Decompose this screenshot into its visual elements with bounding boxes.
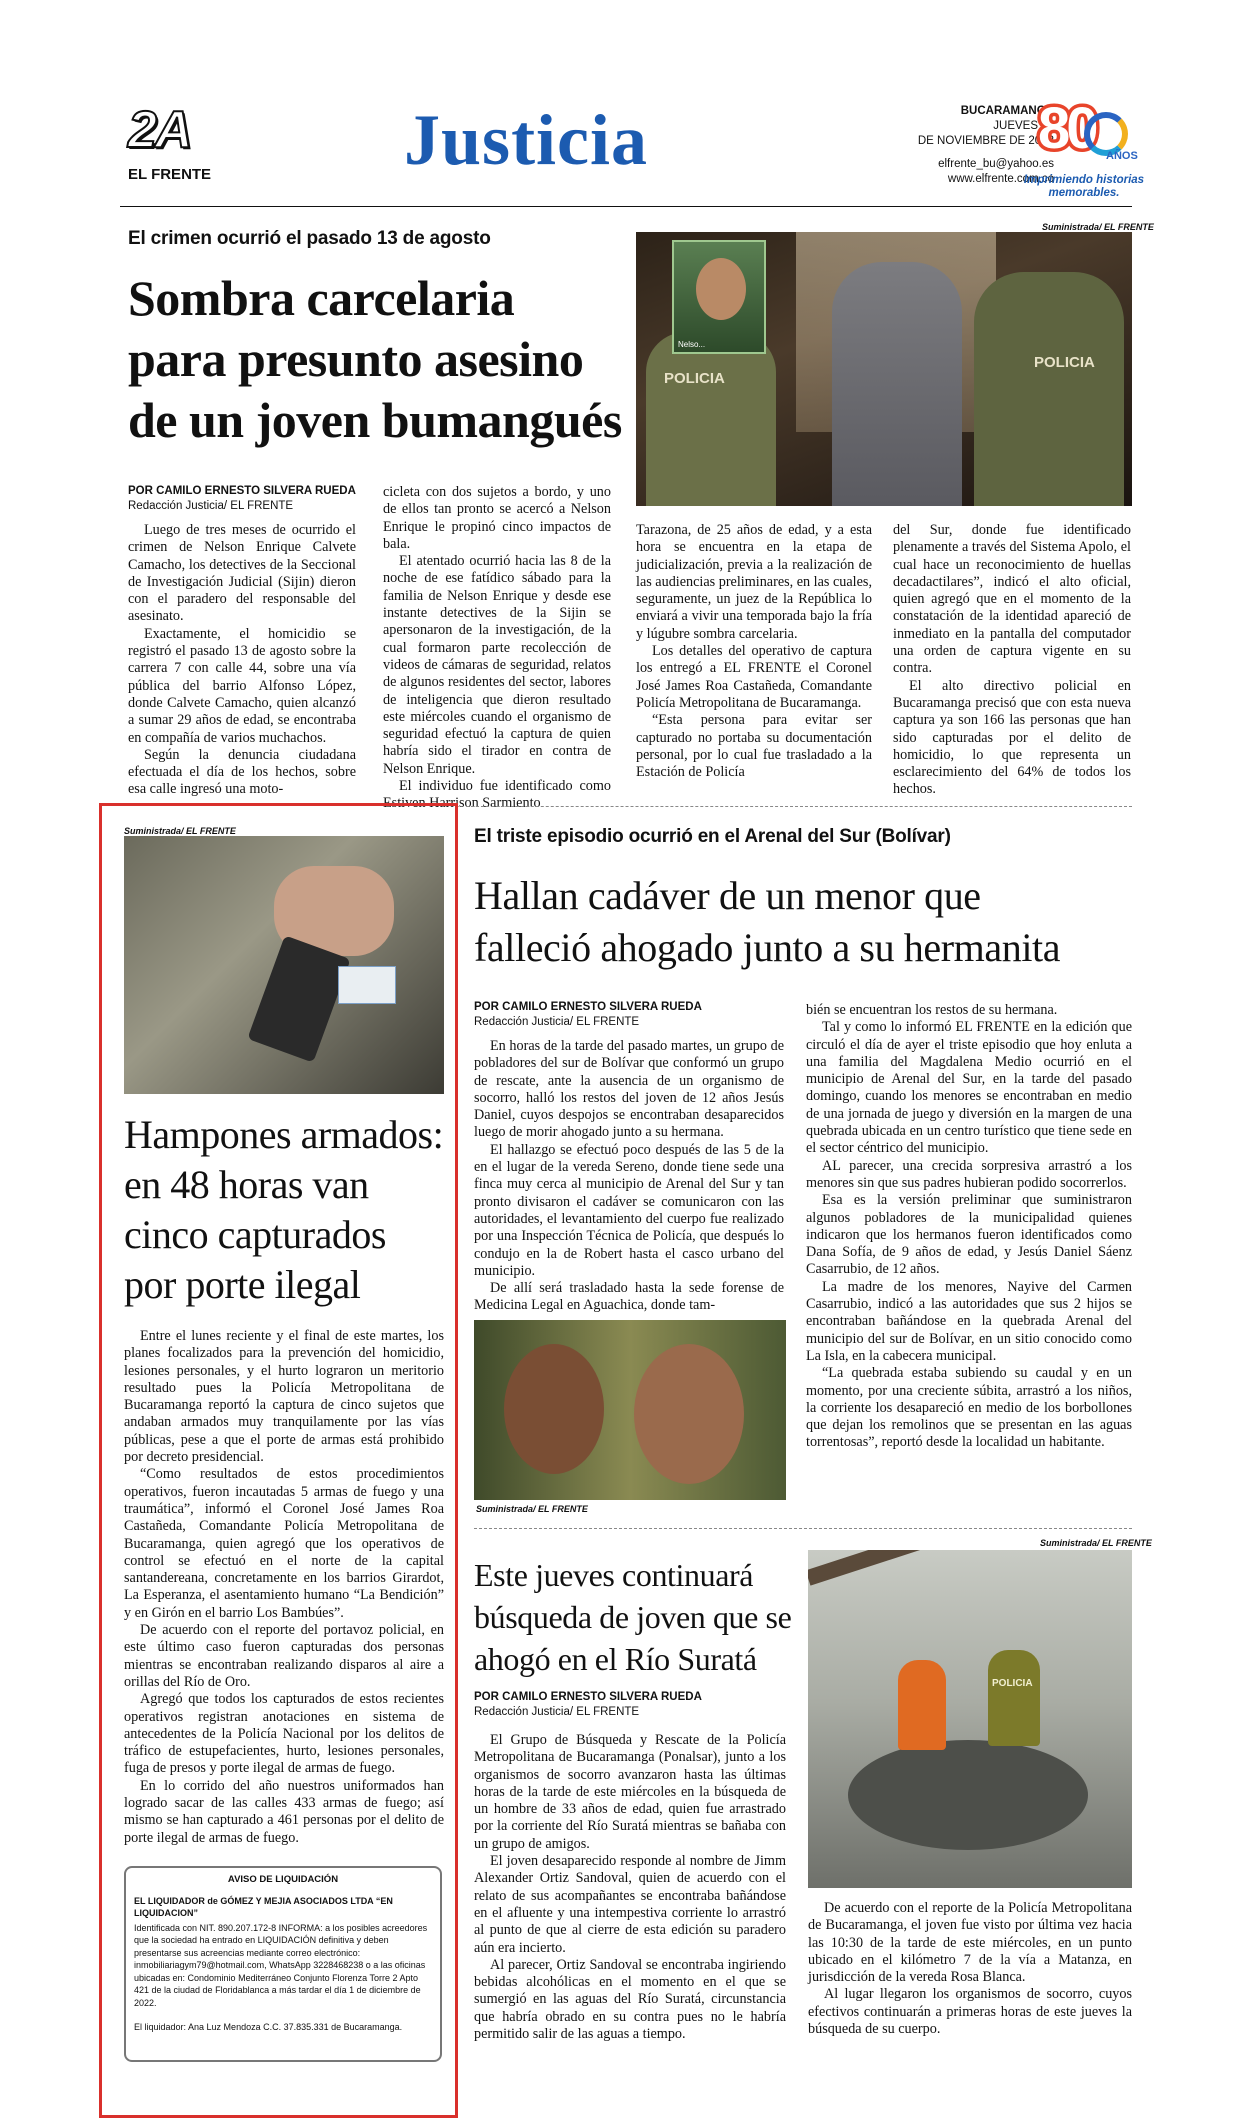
paragraph: “La quebrada estaba subiendo su caudal y en un momento, por una creciente súbita, arrastró a los niños, la corriente los desapareció en medio de los borbollones que dejan los remolinos que se presentan en las aguas torrentosas”, reportó desde la localidad un habitante. — [806, 1365, 1132, 1451]
photo-boy — [504, 1344, 604, 1474]
notice-signature: El liquidador: Ana Luz Mendoza C.C. 37.835.331 de Bucaramanga. — [134, 2022, 403, 2032]
city: BUCARAMANGA — [960, 105, 1054, 117]
article4-col1 — [474, 1732, 786, 2043]
article3-col1 — [474, 1038, 784, 1315]
date-line2: DE NOVIEMBRE DE 2022 — [917, 135, 1054, 147]
paragraph: “Como resultados de estos procedimientos operativos, fueron incautadas 5 armas de fuego y una traumática”, informó el Coronel José James Roa Castañeda, Comandante Policía Metropolitana de Bucaramanga, quien agregó que los operativos de control se efectuó en el norte de la capital santandereana, concretamente en los barrios Girardot, La Esperanza, el asentamiento humano “La Bendición” y en Girón en el barrio Los Bambúes”. — [124, 1466, 444, 1621]
article1-headline — [128, 268, 622, 451]
article1-col4 — [893, 522, 1131, 799]
photo-girl — [634, 1344, 744, 1484]
photo-tree — [808, 1550, 963, 1586]
photo-inset — [672, 240, 766, 354]
article1-photo — [636, 232, 1132, 506]
article4-headline-line: ahogó en el Río Suratá — [474, 1641, 757, 1677]
article4-photo — [808, 1550, 1132, 1888]
paragraph: Entre el lunes reciente y el final de este martes, los planes focalizados para la prevención del homicidio, lesiones personales, y el hurto lograron un meritorio resultado pues la Policía Metropolitana de Bucaramanga reportó la captura de cinco sujetos que andaban armados muy tranquilamente por las vías públicas, pese a que el porte de armas está prohibido por decreto presidencial. — [124, 1328, 444, 1466]
anniversary-label: AÑOS — [1106, 150, 1138, 162]
paragraph: De acuerdo con el reporte de la Policía Metropolitana de Bucaramanga, el joven fue visto por última vez hacia las 10:30 de la tarde de este miércoles, en un punto ubicado en el kilómetro 7 de la vía a Matanza, en jurisdicción de la vereda Rosa Blanca. — [808, 1900, 1132, 1986]
paragraph: De allí será trasladado hasta la sede forense de Medicina Legal en Aguachica, donde tam- — [474, 1280, 784, 1314]
masthead-rule — [120, 206, 1132, 207]
paragraph: El alto directivo policial en Bucaramanga precisó que con esta nueva captura ya son 166 las personas que han sido capturadas por el delito de homicidio, lo que representa un esclarecimiento del 64% de todos los hechos. — [893, 677, 1131, 798]
photo-rescuer — [898, 1660, 946, 1750]
byline-role: Redacción Justicia/ EL FRENTE — [474, 1706, 640, 1718]
email: elfrente_bu@yahoo.es — [938, 158, 1054, 170]
liquidation-notice — [124, 1866, 442, 2062]
photo-label-right: POLICIA — [1034, 354, 1095, 371]
article1-kicker: El crimen ocurrió el pasado 13 de agosto — [128, 228, 491, 249]
anniversary-number: 80 — [1038, 96, 1095, 161]
page-brand: EL FRENTE — [128, 166, 212, 183]
page-number: 2A — [128, 101, 191, 159]
article4-headline-line: búsqueda de joven que se — [474, 1599, 792, 1635]
paragraph: Al lugar llegaron los organismos de socorro, cuyos efectivos continuarán a primeras horas de este jueves la búsqueda de su cuerpo. — [808, 1986, 1132, 2038]
photo-card — [338, 966, 396, 1004]
inset-face — [696, 258, 746, 320]
photo-label: POLICIA — [992, 1678, 1033, 1689]
article3-headline-line: falleció ahogado junto a su hermanita — [474, 925, 1061, 970]
article3-kicker: El triste episodio ocurrió en el Arenal del Sur (Bolívar) — [474, 826, 951, 847]
article4-headline-line: Este jueves continuará — [474, 1557, 754, 1593]
article1-headline-line: Sombra carcelaria — [128, 270, 515, 326]
article1-col3 — [636, 522, 872, 781]
paragraph: En horas de la tarde del pasado martes, un grupo de pobladores del sur de Bolívar que conformó un grupo de rescate, ante la ausencia de un organismo de socorro, halló los restos del joven de 12 años Jesús Daniel, cuyos despojos se encontraban desaparecidos luego de morir ahogado junto a su hermana. — [474, 1038, 784, 1141]
paragraph: Según la denuncia ciudadana efectuada el día de los hechos, sobre esa calle ingresó una moto- — [128, 746, 356, 798]
slogan-line1: Imprimiendo historias — [1023, 174, 1145, 186]
paragraph: del Sur, donde fue identificado plenamente a través del Sistema Apolo, el cual hace un reconocimiento de huellas decadactilares”, indicó el alto oficial, quien agregó que en el momento de la constatación de la identidad apareció de inmediato en la pantalla del computador una orden de captura vigente en su contra. — [893, 522, 1131, 677]
paragraph: El Grupo de Búsqueda y Rescate de la Policía Metropolitana de Bucaramanga (Ponalsar), junto a los organismos de socorro avanzaron hasta las últimas horas de la tarde de este miércoles en la búsqueda de un hombre de 33 años de edad, quien fue arrastrado por la corriente del Río Suratá mientras se bañaba con un grupo de amigos. — [474, 1732, 786, 1852]
article1-headline-line: de un joven bumangués — [128, 392, 622, 448]
article2-headline — [124, 1110, 444, 1310]
byline-author: POR CAMILO ERNESTO SILVERA RUEDA — [474, 1691, 702, 1703]
article2-headline-line: en 48 horas van — [124, 1162, 369, 1207]
date-line1: JUEVES 17 — [993, 120, 1054, 132]
section-title: Justicia — [404, 100, 649, 180]
photo-suspect — [832, 262, 962, 506]
photo-gun — [247, 935, 350, 1062]
article1-headline-line: para presunto asesino — [128, 331, 584, 387]
paragraph: Esa es la versión preliminar que suministraron algunos pobladores de la municipalidad quienes indicaron que los hermanos fueron identificados como Dana Sofía, de 9 años de edad, y Jesús Daniel Sáenz Casarrubio, de 12 años. — [806, 1192, 1132, 1278]
paragraph: Los detalles del operativo de captura los entregó a EL FRENTE el Coronel José James Roa Castañeda, Comandante Policía Metropolitana de Bucaramanga. — [636, 643, 872, 711]
paragraph: “Esta persona para evitar ser capturado no portaba su documentación personal, por lo cual fue trasladado a la Estación de Policía — [636, 712, 872, 781]
paragraph: El joven desaparecido responde al nombre de Jimm Alexander Ortiz Sandoval, quien de acuerdo con el relato de sus acompañantes se encontraba bañándose en el afluente y una intempestiva corriente lo arrastró al punto de que al cierre de esta edición su paradero aún era incierto. — [474, 1853, 786, 1956]
paragraph: Luego de tres meses de ocurrido el crimen de Nelson Enrique Calvete Camacho, los detectives de la Seccional de Investigación Judicial (Sijin) dieron con el paradero del responsable del asesinato. — [128, 522, 356, 625]
paragraph: De acuerdo con el reporte del portavoz policial, en este último caso fueron capturadas dos personas mientras se encontraban realizando disparos al aire a orillas del Río de Oro. — [124, 1622, 444, 1690]
notice-lead: EL LIQUIDADOR de GÓMEZ Y MEJIA ASOCIADOS LTDA “EN LIQUIDACION” — [134, 1895, 393, 1918]
article2-headline-line: cinco capturados — [124, 1212, 386, 1257]
masthead — [0, 0, 1240, 205]
byline-author: POR CAMILO ERNESTO SILVERA RUEDA — [128, 485, 356, 497]
paragraph: Agregó que todos los capturados de estos recientes operativos registran anotaciones en sistema de antecedentes de la Policía Nacional por los delitos de tráfico de estupefacientes, hurto, lesiones personales, fuga de presos y porte ilegal de armas de fuego. — [124, 1691, 444, 1777]
paragraph: Exactamente, el homicidio se registró el pasado 13 de agosto sobre la carrera 7 con calle 44, sobre una vía pública del barrio Alfonso López, donde Calvete Camacho, quien alcanzó a sumar 29 años de edad, se encontraba en compañía de varios muchachos. — [128, 625, 356, 746]
paragraph: cicleta con dos sujetos a bordo, y uno de ellos tan pronto se acercó a Nelson Enrique le propinó cinco impactos de bala. — [383, 484, 611, 552]
notice-title: AVISO DE LIQUIDACIÓN — [227, 1874, 339, 1885]
paragraph: AL parecer, una crecida sorpresiva arrastró a los menores sin que sus padres hubieran podido socorrerlos. — [806, 1157, 1132, 1191]
byline-role: Redacción Justicia/ EL FRENTE — [474, 1016, 640, 1028]
article4-headline — [474, 1554, 794, 1680]
notice-body: Identificada con NIT. 890.207.172-8 INFORMA: a los posibles acreedores que la sociedad ha entrado en LIQUIDACIÓN definitiva y deben presentarse sus acreencias mediante correo electrónico: inmobiliariagym79@hotmail.com, WhatsApp 3228468238 o a las oficinas ubicadas en: Condominio Mediterráneo Conjunto Florenza Torre 2 Apto 421 de la ciudad de Floridablanca a más tardar el día 1 de diciembre de 2022. — [134, 1922, 428, 2008]
article2-headline-line: por porte ilegal — [124, 1262, 361, 1307]
divider — [474, 1528, 1132, 1529]
photo-label-left: POLICIA — [664, 370, 725, 387]
paragraph: El individuo fue identificado como Estiven Harrison Sarmiento — [383, 778, 611, 812]
article1-col2 — [383, 484, 611, 813]
paragraph: El hallazgo se efectuó poco después de las 5 de la en el lugar de la vereda Sereno, donde tiene sede una finca muy cerca al municipio de Arenal del Sur y tan pronto divisaron el cadáver se comunicaron con las autoridades, el levantamiento del cuerpo fue realizado por una Inspección Técnica de Policía, que después lo condujo en la de Robert hasta el casco urbano del municipio. — [474, 1141, 784, 1279]
paragraph: bién se encuentran los restos de su hermana. — [806, 1002, 1058, 1018]
slogan — [1022, 174, 1146, 200]
article3-headline-line: Hallan cadáver de un menor que — [474, 873, 981, 918]
article2-photo-credit: Suministrada/ EL FRENTE — [124, 826, 236, 836]
article4-photo-credit: Suministrada/ EL FRENTE — [1040, 1538, 1152, 1548]
paragraph: Al parecer, Ortiz Sandoval se encontraba ingiriendo bebidas alcohólicas en el momento en el que se sumergió en las aguas del Río Suratá, circunstancia que habría obrado en su contra pues no le habría permitido salir de las aguas a tiempo. — [474, 1956, 786, 2043]
photo-rock — [848, 1740, 1088, 1850]
website: www.elfrente.com.co — [947, 173, 1054, 185]
article1-photo-credit: Suministrada/ EL FRENTE — [1042, 222, 1154, 232]
article3-headline — [474, 870, 1134, 974]
paragraph: El atentado ocurrió hacia las 8 de la noche de ese fatídico sábado para la familia de Nelson Enrique y desde ese instante detectives de la Sijin se apersonaron de la investigación, de la cual formaron parte recolección de videos de cámaras de seguridad, relatos de algunos residentes del sector, labores de inteligencia que dieron resultado este miércoles cuando el organismo de seguridad efectuó la captura de quien habría sido el tirador en contra de Nelson Enrique. — [383, 553, 611, 777]
article4-byline — [474, 1690, 784, 1734]
slogan-line2: memorables. — [1048, 187, 1120, 199]
paragraph: Tal y como lo informó EL FRENTE en la edición que circuló el día de ayer el triste episodio que hoy enluta a una familia del Magdalena Medio ocurrió en el municipio de Arenal del Sur, en la tarde del pasado domingo, cuando los menores se encontraban en medio de una jornada de juego y diversión en la margen de una quebrada ubicada en un centro turístico que tiene sede en el sector céntrico del municipio. — [806, 1019, 1132, 1157]
byline-role: Redacción Justicia/ EL FRENTE — [128, 500, 294, 512]
article3-photo-credit: Suministrada/ EL FRENTE — [476, 1504, 588, 1514]
photo-officer — [988, 1650, 1040, 1746]
article2-photo — [124, 836, 444, 1094]
paragraph: Tarazona, de 25 años de edad, y a esta hora se encuentra en la etapa de judicialización, previa a la realización de las audiencias preliminares, en las cuales, seguramente, un juez de la República lo enviará a vivir una temporada bajo la fría y lúgubre sombra carcelaria. — [636, 522, 872, 642]
article3-col2 — [806, 1002, 1132, 1452]
article4-col2 — [808, 1900, 1132, 2038]
article2-headline-line: Hampones armados: — [124, 1112, 444, 1157]
article1-col1 — [128, 522, 356, 799]
paragraph: En lo corrido del año nuestros uniformados han logrado sacar de las calles 433 armas de fuego; así mismo se han capturado a 461 personas por el delito de porte ilegal de armas de fuego. — [124, 1777, 444, 1846]
photo-officer-right — [974, 272, 1124, 506]
photo-officer-left — [646, 332, 776, 506]
byline-author: POR CAMILO ERNESTO SILVERA RUEDA — [474, 1001, 702, 1013]
inset-label: Nelso... — [678, 340, 706, 349]
article2-body — [124, 1328, 444, 1847]
paragraph: La madre de los menores, Nayive del Carmen Casarrubio, indicó a las autoridades que sus 2 hijos se encontraban bañándose en la quebrada Arenal del municipio del sur de Bolívar, en un sitio conocido como La Isla, en la cabecera municipal. — [806, 1278, 1132, 1364]
article3-photo — [474, 1320, 786, 1500]
divider — [466, 806, 1132, 807]
